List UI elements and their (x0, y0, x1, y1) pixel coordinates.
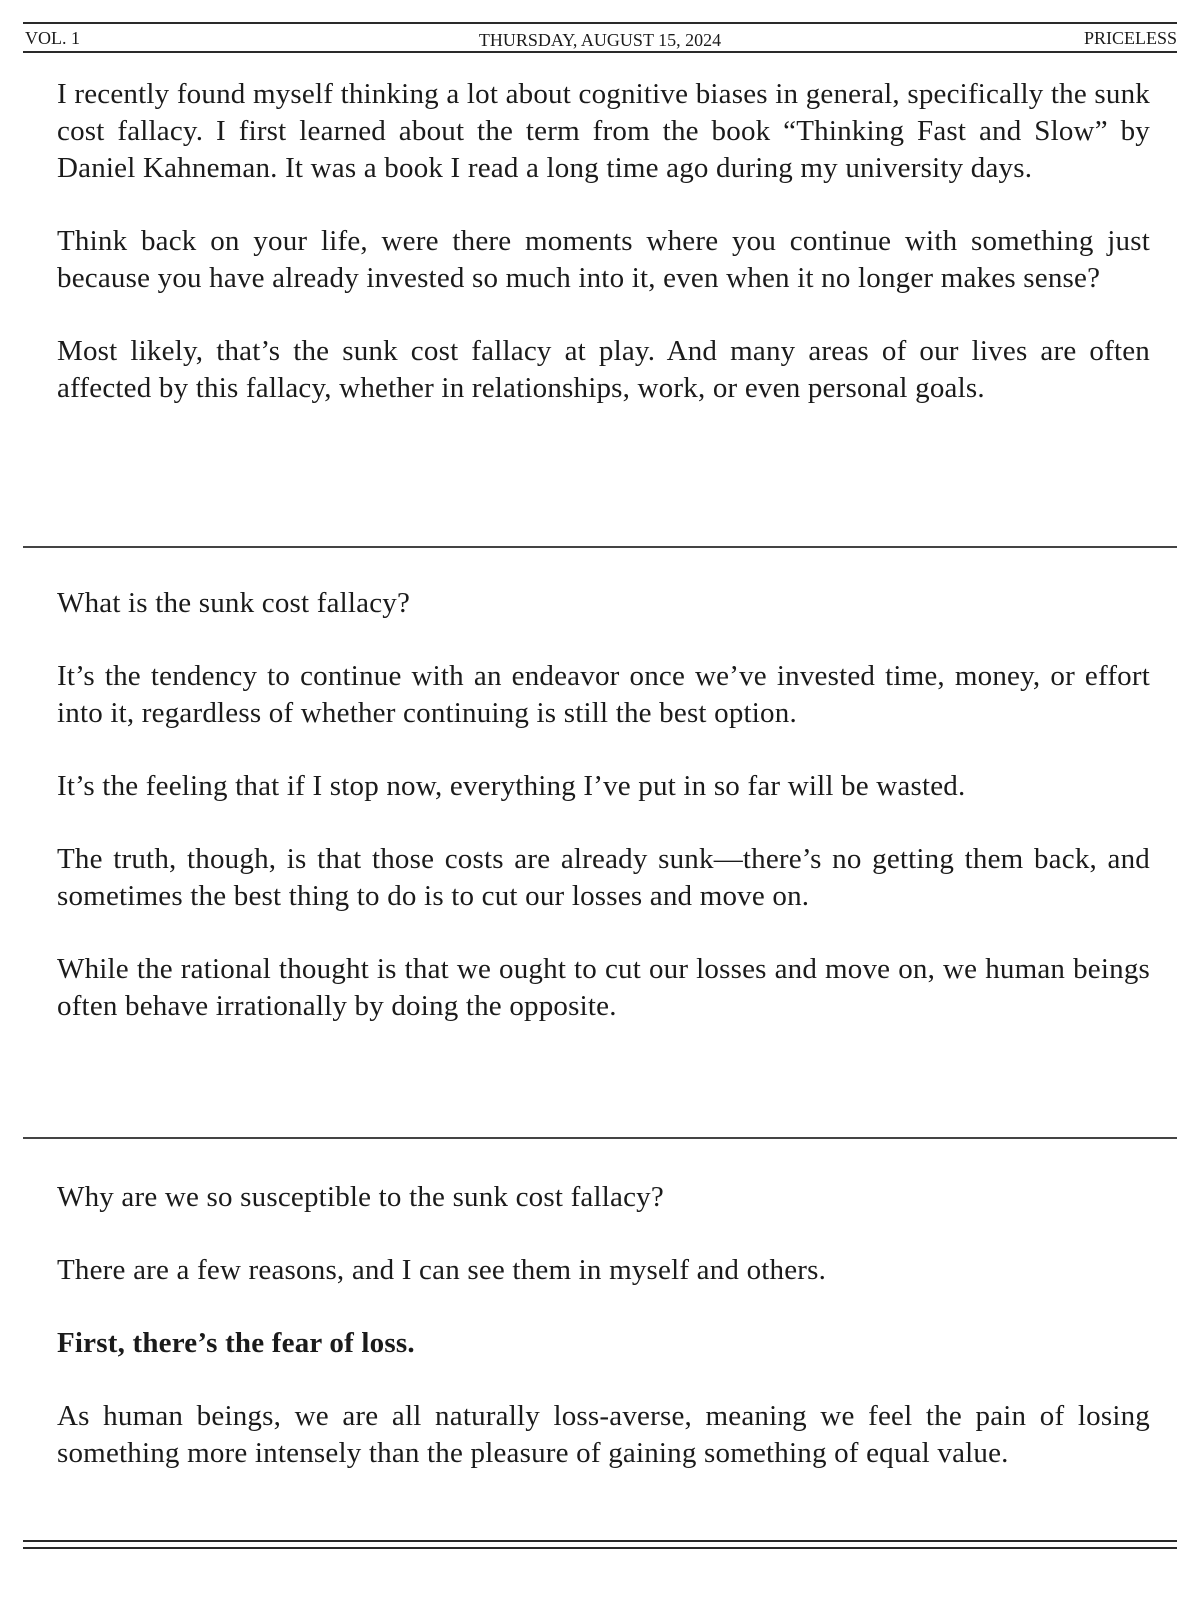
volume-label: VOL. 1 (25, 28, 80, 48)
reasons-heading: Why are we so susceptible to the sunk cost fallacy? (57, 1181, 664, 1213)
intro-section (57, 76, 1150, 407)
intro-paragraph-3: Most likely, that’s the sunk cost fallacy at play. And many areas of our lives are often affected by this fallacy, whether in relationships, work, or even personal goals. (57, 335, 1150, 404)
masthead (23, 22, 1177, 53)
price-label: PRICELESS (1083, 28, 1177, 48)
definition-paragraph-4: While the rational thought is that we ought to cut our losses and move on, we human beings often behave irrationally by doing the opposite. (57, 953, 1150, 1022)
definition-paragraph-1: It’s the tendency to continue with an endeavor once we’ve invested time, money, or effort into it, regardless of whether continuing is still the best option. (57, 660, 1150, 729)
intro-paragraph-2: Think back on your life, were there moments where you continue with something just because you have already invested so much into it, even when it no longer makes sense? (57, 225, 1150, 294)
reasons-section (57, 1179, 1150, 1472)
definition-paragraph-3: The truth, though, is that those costs are already sunk—there’s no getting them back, and sometimes the best thing to do is to cut our losses and move on. (57, 843, 1150, 912)
definition-paragraph-2: It’s the feeling that if I stop now, everything I’ve put in so far will be wasted. (57, 770, 966, 802)
definition-heading: What is the sunk cost fallacy? (57, 587, 411, 619)
reasons-paragraph-2: As human beings, we are all naturally loss-averse, meaning we feel the pain of losing something more intensely than the pleasure of gaining something of equal value. (57, 1400, 1150, 1469)
issue-date: THURSDAY, AUGUST 15, 2024 (478, 30, 722, 50)
section-divider-1 (23, 546, 1177, 548)
reason-one-heading: First, there’s the fear of loss. (57, 1327, 415, 1359)
definition-section (57, 585, 1150, 1025)
footer-rule-bottom (23, 1547, 1177, 1549)
section-divider-2 (23, 1137, 1177, 1139)
footer-rule-top (23, 1540, 1177, 1542)
intro-paragraph-1: I recently found myself thinking a lot about cognitive biases in general, specifically the sunk cost fallacy. I first learned about the term from the book “Thinking Fast and Slow” by Daniel Kahneman. It was a book I read a long time ago during my university days. (57, 78, 1150, 184)
reasons-paragraph-1: There are a few reasons, and I can see them in myself and others. (57, 1254, 827, 1286)
